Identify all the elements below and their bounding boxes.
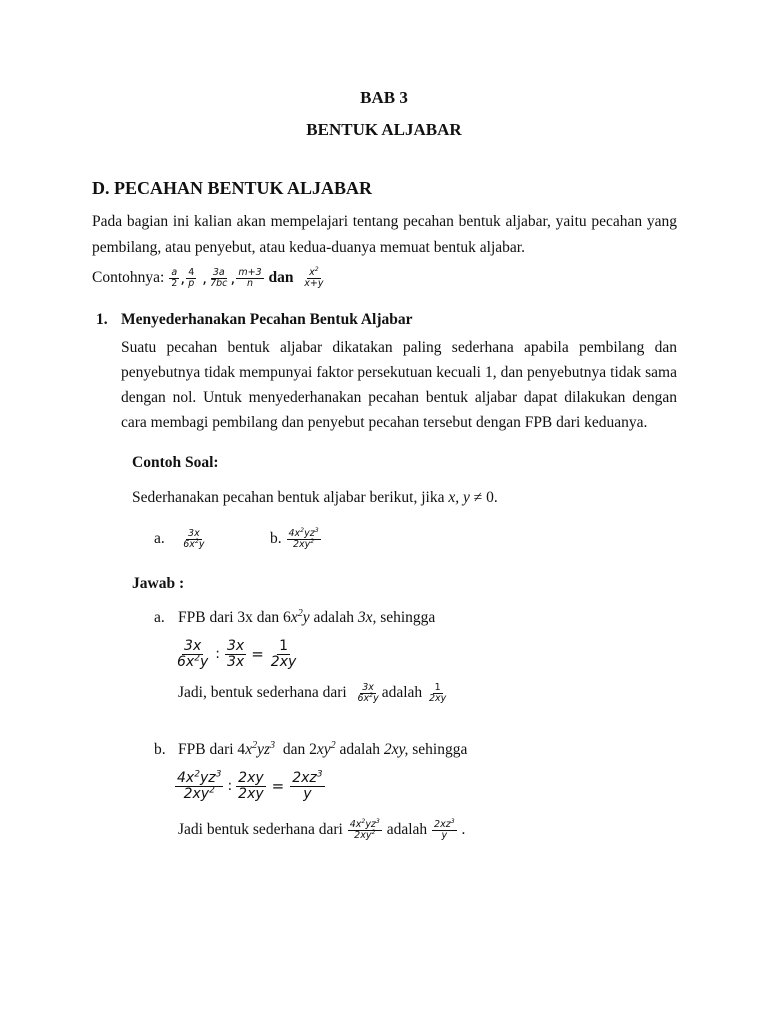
examples-joiner: dan — [268, 269, 294, 286]
answer-b-marker: b. — [154, 741, 166, 758]
example-fraction-4-over-p: $\frac{4}{p}$ — [188, 266, 195, 289]
answer-b-result-fraction-original: $\frac{4x^2yz^3}{2xy^2}$ — [349, 817, 380, 841]
eq-a-fraction-2: $\frac{3x}{3x}$ — [227, 637, 245, 670]
chapter-label: BAB 3 — [360, 88, 408, 107]
section-heading: D. PECAHAN BENTUK ALJABAR — [92, 178, 373, 198]
eq-b-result: $\frac{2xz^3}{y}$ — [292, 769, 323, 802]
problem-b — [270, 524, 322, 554]
answer-a-result-line: Jadi, bentuk sederhana dari $\frac{3x}{6x^2y}$ adalah $\frac{1}{2xy}$ — [178, 681, 447, 704]
example-fraction-3a-over-7bc: $\frac{3a}{7bc}$ — [210, 266, 228, 289]
subsection-body: Suatu pecahan bentuk aljabar dikatakan paling sederhana apabila pembilang dan penyebutnya tidak mempunyai faktor persekutuan kecuali 1, dan penyebutnya tidak sama dengan nol. Untuk menyederhanakan pecahan bentuk aljabar dapat dilakukan dengan cara membagi pembilang dan penyebut pecahan tersebut dengan FPB dari keduanya. — [121, 339, 677, 431]
answer-a-marker: a. — [154, 609, 165, 626]
answer-a-result-fraction-simplified: $\frac{1}{2xy}$ — [429, 681, 447, 704]
problem-a-fraction: $\frac{3x}{6x^2y}$ — [183, 527, 205, 550]
eq-a-result: $\frac{1}{2xy}$ — [270, 637, 297, 670]
eq-a-fraction-1: $\frac{3x}{6x^2y}$ — [177, 637, 209, 670]
examples-line: Contohnya: $\frac{a}{2}$ , $\frac{4}{p}$ , $\frac{3a}{7bc}$ , $\frac{m+3}{n}$ dan $\frac{x^2}{x+y}$ — [92, 265, 324, 289]
intro-paragraph: Pada bagian ini kalian akan mempelajari tentang pecahan bentuk aljabar, yaitu pecahan yang pembilang, atau penyebut, atau kedua-duanya memuat bentuk aljabar. — [92, 213, 677, 256]
problem-a-marker: a. — [154, 530, 165, 547]
answer-b-line: FPB dari $4x^2yz^3$ dan $2xy^2$ adalah 2xy, sehingga — [178, 739, 468, 758]
contoh-label: Contoh Soal: — [132, 454, 219, 471]
chapter-title: BENTUK ALJABAR — [306, 120, 462, 139]
answer-a-result-fraction-original: $\frac{3x}{6x^2y}$ — [357, 681, 379, 704]
example-fraction-a-over-2: $\frac{a}{2}$ — [171, 266, 178, 289]
answer-b-result-line: Jadi bentuk sederhana dari $\frac{4x^2yz^3}{2xy^2}$ adalah $\frac{2xz^3}{y}$ . — [178, 817, 466, 841]
answer-b-result-fraction-simplified: $\frac{2xz^3}{y}$ — [434, 817, 455, 841]
problem-b-fraction: $\frac{4x^2yz^3}{2xy^2}$ — [288, 526, 319, 550]
contoh-instruction: Sederhanakan pecahan bentuk aljabar berikut, jika x, y ≠ 0. — [132, 489, 498, 506]
subsection-title: Menyederhanakan Pecahan Bentuk Aljabar — [121, 311, 413, 328]
answer-b-equation: $\frac{4x^2yz^3}{2xy^2}$ : $\frac{2xy}{2xy}$ = $\frac{2xz^3}{y}$ — [177, 769, 323, 802]
problem-a — [154, 524, 207, 554]
example-fraction-x2-over-xy: $\frac{x^2}{x+y}$ — [304, 265, 324, 289]
answer-a-line: FPB dari 3x dan $6x^2y$ adalah 3x, sehingga — [178, 607, 436, 626]
example-fraction-m3-over-n: $\frac{m+3}{n}$ — [238, 266, 262, 289]
examples-label: Contohnya: — [92, 269, 165, 286]
subsection-number: 1. — [96, 311, 108, 328]
problem-b-marker: b. — [270, 530, 282, 547]
jawab-label: Jawab : — [132, 575, 185, 592]
eq-b-fraction-2: $\frac{2xy}{2xy}$ — [238, 769, 264, 802]
eq-b-fraction-1: $\frac{4x^2yz^3}{2xy^2}$ — [177, 769, 222, 802]
answer-a-equation: $\frac{3x}{6x^2y}$ : $\frac{3x}{3x}$ = $\frac{1}{2xy}$ — [177, 637, 297, 670]
